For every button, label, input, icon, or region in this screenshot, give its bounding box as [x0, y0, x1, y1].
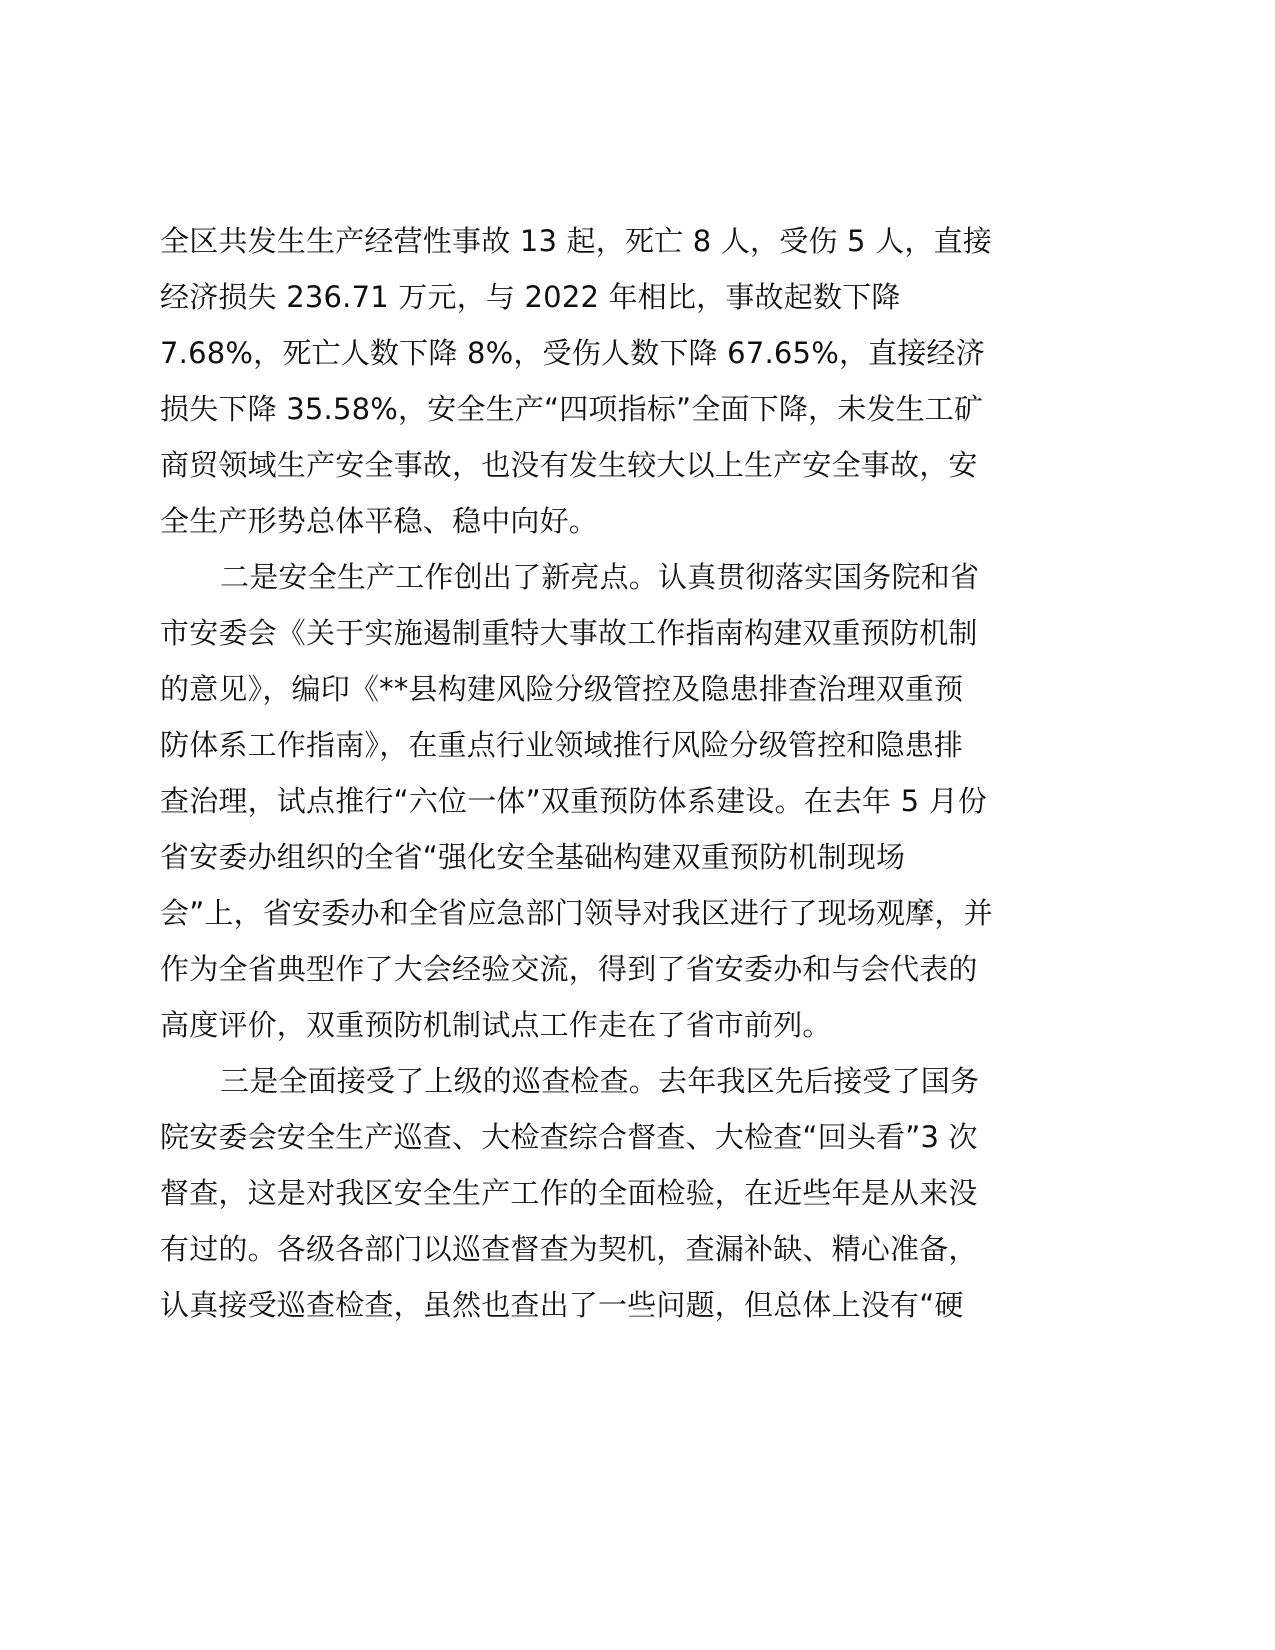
document-body [160, 213, 1070, 1333]
text-line: 市安委会《关于实施遏制重特大事故工作指南构建双重预防机制 [160, 616, 978, 650]
text-line: 省安委办组织的全省“强化安全基础构建双重预防机制现场 [160, 840, 906, 874]
text-line: 有过的。各级各部门以巡查督查为契机，查漏补缺、精心准备， [160, 1232, 978, 1266]
text-line: 全生产形势总体平稳、稳中向好。 [160, 504, 599, 538]
text-line: 7.68%，死亡人数下降 8%，受伤人数下降 67.65%，直接经济 [160, 336, 985, 370]
text-line: 的意见》，编印《**县构建风险分级管控及隐患排查治理双重预 [160, 672, 964, 706]
text-line: 三是全面接受了上级的巡查检查。去年我区先后接受了国务 [220, 1064, 980, 1098]
text-line: 商贸领域生产安全事故，也没有发生较大以上生产安全事故，安 [160, 448, 978, 482]
text-line: 会”上，省安委办和全省应急部门领导对我区进行了现场观摩，并 [160, 896, 993, 930]
text-line: 高度评价，双重预防机制试点工作走在了省市前列。 [160, 1008, 832, 1042]
text-line: 院安委会安全生产巡查、大检查综合督查、大检查“回头看”3 次 [160, 1120, 978, 1154]
text-line: 经济损失 236.71 万元，与 2022 年相比，事故起数下降 [160, 280, 901, 314]
text-line: 督查，这是对我区安全生产工作的全面检验，在近些年是从来没 [160, 1176, 978, 1210]
text-line: 作为全省典型作了大会经验交流，得到了省安委办和与会代表的 [160, 952, 978, 986]
text-line: 损失下降 35.58%，安全生产“四项指标”全面下降，未发生工矿 [160, 392, 984, 426]
text-line: 认真接受巡查检查，虽然也查出了一些问题，但总体上没有“硬 [160, 1288, 964, 1322]
paragraph-inspections [160, 1053, 1070, 1333]
text-line: 防体系工作指南》，在重点行业领域推行风险分级管控和隐患排 [160, 728, 964, 762]
text-line: 二是安全生产工作创出了新亮点。认真贯彻落实国务院和省 [220, 560, 980, 594]
paragraph-new-highlights [160, 549, 1070, 1053]
text-line: 全区共发生生产经营性事故 13 起，死亡 8 人，受伤 5 人，直接 [160, 224, 992, 258]
paragraph-accident-statistics [160, 213, 1070, 549]
text-line: 查治理，试点推行“六位一体”双重预防体系建设。在去年 5 月份 [160, 784, 988, 818]
